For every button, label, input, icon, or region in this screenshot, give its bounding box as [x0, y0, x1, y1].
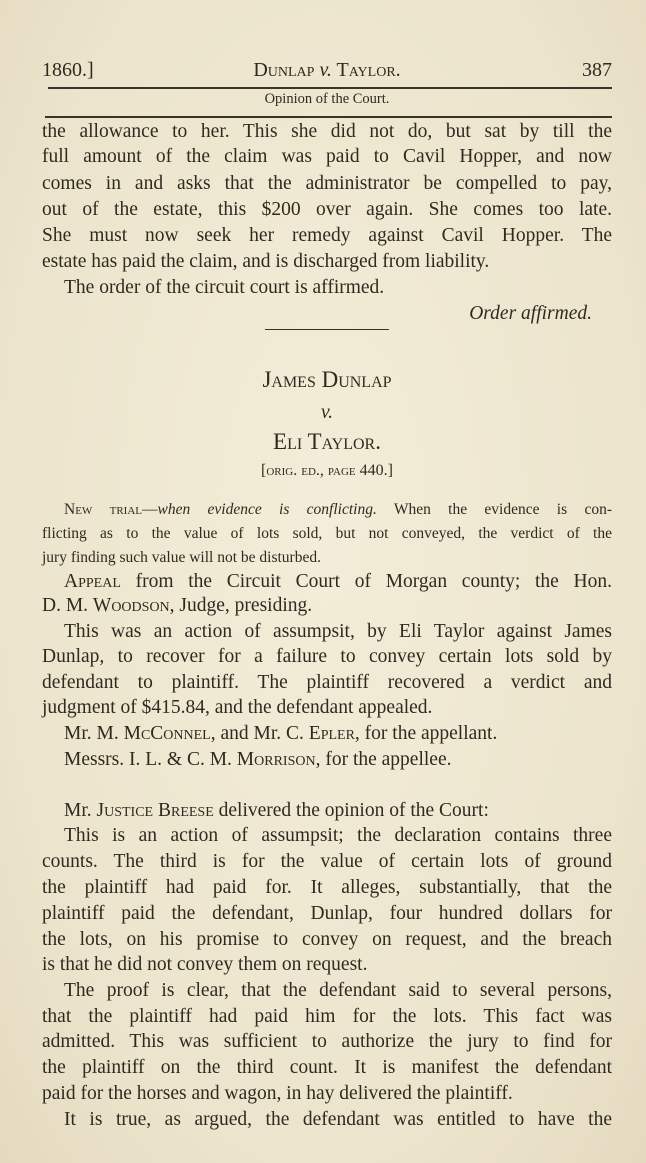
text-run: admitted. This was sufficient to authorize the jury to find for: [42, 1031, 612, 1052]
text-run: that the plaintiff had paid him for the lots. This fact was: [42, 1006, 612, 1027]
text-run: When the evidence is con-: [376, 501, 612, 518]
text-line: [42, 670, 612, 696]
text-line: [42, 1081, 612, 1107]
headnote-line: [42, 521, 612, 547]
small-caps-text: Eli Taylor.: [273, 429, 381, 454]
text-line: [42, 695, 612, 721]
text-run: from the Circuit Court of Morgan county; the Hon.: [120, 571, 612, 592]
text-run: It is true, as argued, the defendant was entitled to have the: [64, 1109, 612, 1130]
text-run: jury finding such value will not be disturbed.: [42, 549, 321, 566]
headnote-line: [42, 545, 612, 571]
text-line: [42, 849, 612, 875]
text-run: full amount of the claim was paid to Cavil Hopper, and now: [42, 146, 612, 167]
text-line: [42, 171, 612, 197]
text-line: [42, 593, 612, 619]
small-caps-text: James Dunlap: [262, 367, 392, 392]
text-line: [42, 927, 612, 953]
headnote-line: [42, 497, 612, 523]
case-versus: [42, 400, 612, 426]
text-line: [42, 144, 612, 170]
small-caps-text: [orig. ed., page 440.]: [261, 462, 393, 479]
text-run: defendant to plaintiff. The plaintiff recovered a verdict and: [42, 672, 612, 693]
text-run: is that he did not convey them on request.: [42, 954, 368, 975]
small-caps-text: New trial: [64, 501, 142, 518]
text-run: counts. The third is for the value of certain lots of ground: [42, 851, 612, 872]
header-rule: [48, 87, 612, 89]
case-separator-rule: [265, 329, 389, 330]
text-run: This was an action of assumpsit, by Eli Taylor against James: [64, 621, 612, 642]
text-run: estate has paid the claim, and is discharged from liability.: [42, 251, 490, 272]
text-line: [42, 952, 612, 978]
section-heading: Opinion of the Court.: [264, 91, 390, 107]
italic-text: when evidence is conflicting.: [157, 501, 377, 518]
small-caps-text: Dunlap: [253, 59, 320, 81]
original-edition-reference: [42, 458, 612, 484]
text-line: [42, 747, 612, 773]
running-header: [42, 56, 612, 84]
text-line: [42, 1107, 612, 1133]
text-run: plaintiff paid the defendant, Dunlap, four hundred dollars for: [42, 903, 612, 924]
text-run: She must now seek her remedy against Cavil Hopper. The: [42, 225, 612, 246]
text-run: , for the appellee.: [315, 749, 452, 770]
text-line: [42, 1055, 612, 1081]
small-caps-text: Epler: [308, 723, 355, 744]
section-rule: [45, 116, 612, 118]
italic-text: v.: [319, 59, 332, 81]
text-line: [42, 875, 612, 901]
text-run: , and Mr. C.: [210, 723, 309, 744]
text-run: the plaintiff on the third count. It is manifest the defendant: [42, 1057, 612, 1078]
header-year: 1860.]: [42, 59, 94, 81]
text-run: comes in and asks that the administrator be compelled to pay,: [42, 173, 612, 194]
small-caps-text: Morrison: [236, 749, 316, 770]
text-run: out of the estate, this $200 over again. She comes too late.: [42, 199, 612, 220]
text-run: Mr. M.: [64, 723, 124, 744]
text-line: [42, 1004, 612, 1030]
page-number: 387: [582, 59, 612, 81]
text-run: , for the appellant.: [354, 723, 498, 744]
case-party-appellant: [42, 367, 612, 393]
text-line: [42, 901, 612, 927]
small-caps-text: Woodson: [92, 595, 170, 616]
text-line: [42, 798, 612, 824]
text-run: flicting as to the value of lots sold, but not conveyed, the verdict of the: [42, 525, 612, 542]
text-line: [42, 249, 612, 275]
text-line: [42, 1029, 612, 1055]
text-line: [42, 119, 612, 145]
small-caps-text: Appeal: [64, 571, 121, 592]
small-caps-text: Taylor.: [331, 59, 401, 81]
text-line: [42, 619, 612, 645]
small-caps-text: Justice Breese: [96, 800, 214, 821]
text-line: [42, 275, 612, 301]
italic-text: v.: [320, 402, 334, 423]
text-line: [42, 978, 612, 1004]
order-affirmed: [42, 301, 592, 327]
case-party-appellee: [42, 429, 612, 455]
small-caps-text: McConnel: [123, 723, 211, 744]
text-run: judgment of $415.84, and the defendant appealed.: [42, 697, 433, 718]
text-run: Dunlap, to recover for a failure to convey certain lots sold by: [42, 646, 612, 667]
italic-text: Order affirmed.: [469, 303, 592, 324]
text-run: This is an action of assumpsit; the declaration contains three: [64, 825, 612, 846]
text-line: [42, 823, 612, 849]
text-run: the lots, on his promise to convey on request, and the breach: [42, 929, 612, 950]
text-run: , Judge, presiding.: [169, 595, 313, 616]
text-run: the allowance to her. This she did not do, but sat by till the: [42, 121, 612, 142]
text-run: the plaintiff had paid for. It alleges, substantially, that the: [42, 877, 612, 898]
text-run: The order of the circuit court is affirmed.: [64, 277, 385, 298]
text-line: [42, 644, 612, 670]
text-line: [42, 197, 612, 223]
text-run: Mr.: [64, 800, 97, 821]
header-title: [42, 56, 612, 84]
text-run: paid for the horses and wagon, in hay delivered the plaintiff.: [42, 1083, 513, 1104]
text-run: delivered the opinion of the Court:: [213, 800, 489, 821]
text-run: Messrs. I. L. & C. M.: [64, 749, 237, 770]
text-run: The proof is clear, that the defendant said to several persons,: [64, 980, 612, 1001]
text-run: —: [141, 501, 158, 518]
text-line: [42, 223, 612, 249]
text-line: [42, 721, 612, 747]
text-run: D. M.: [42, 595, 93, 616]
text-line: [42, 569, 612, 595]
